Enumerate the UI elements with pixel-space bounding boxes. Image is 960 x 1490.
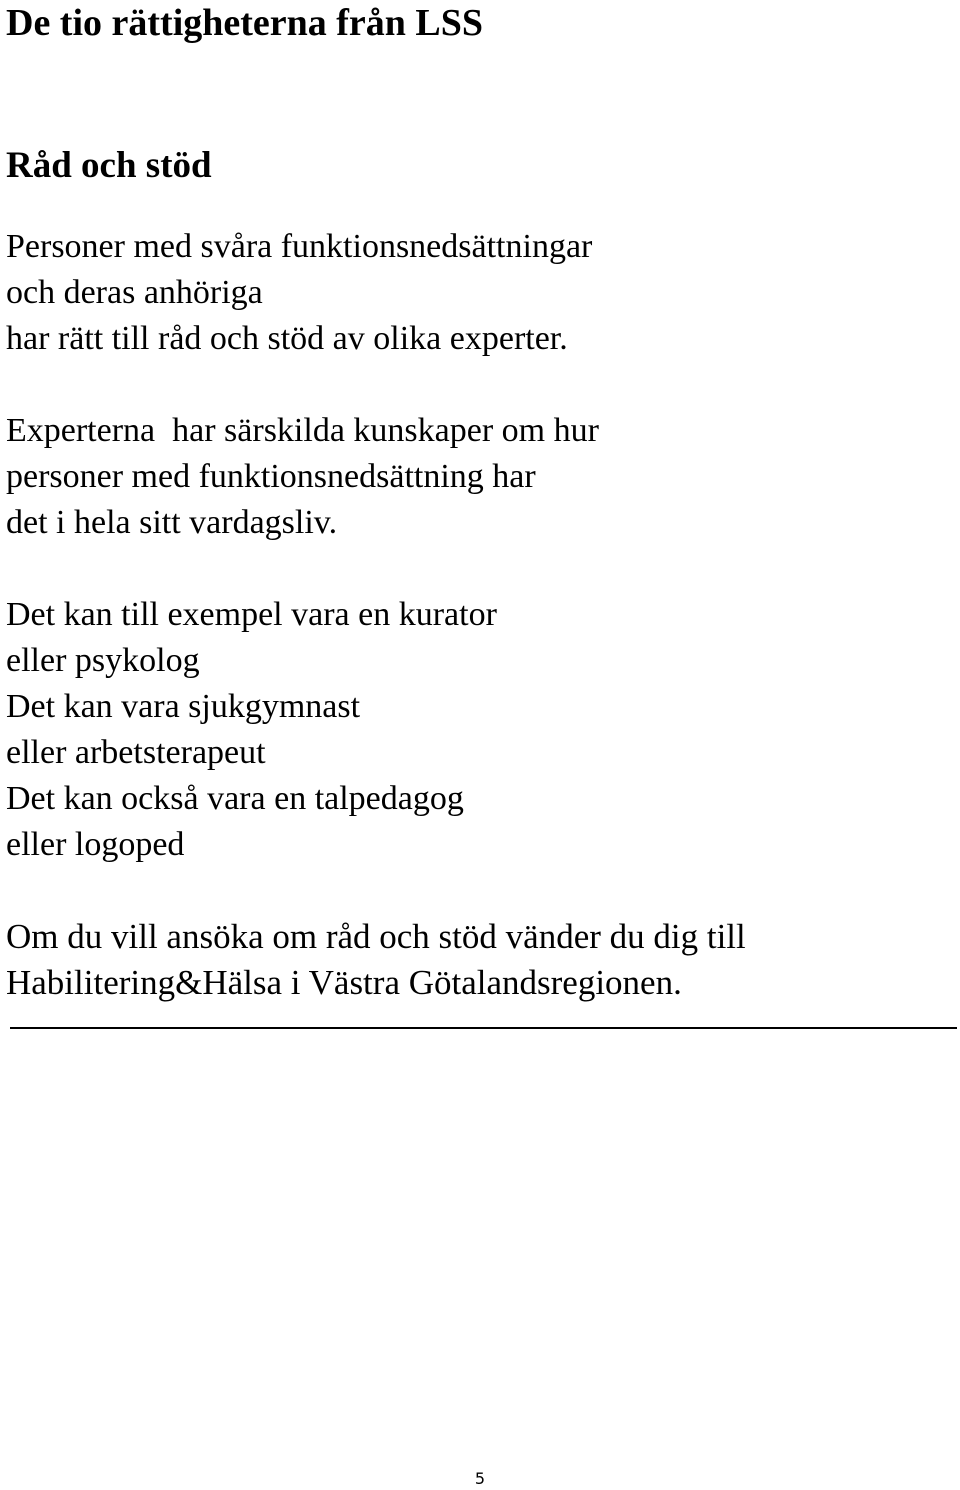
section-heading: Råd och stöd <box>6 145 212 186</box>
paragraph-line: Det kan till exempel vara en kurator <box>6 596 497 633</box>
paragraph-line: eller psykolog <box>6 642 200 679</box>
paragraph-experts <box>6 408 599 546</box>
paragraph-line: Habilitering&Hälsa i Västra Götalandsregionen. <box>6 963 682 1002</box>
document-title: De tio rättigheterna från LSS <box>6 2 484 44</box>
paragraph-intro <box>6 224 592 362</box>
paragraph-line: personer med funktionsnedsättning har <box>6 458 536 495</box>
paragraph-line: det i hela sitt vardagsliv. <box>6 504 338 541</box>
paragraph-line: eller arbetsterapeut <box>6 734 266 771</box>
paragraph-examples <box>6 592 497 868</box>
paragraph-line: Det kan vara sjukgymnast <box>6 688 361 725</box>
page-number: 5 <box>474 1469 486 1488</box>
horizontal-divider <box>10 1027 957 1029</box>
paragraph-line: och deras anhöriga <box>6 274 263 311</box>
paragraph-line: Personer med svåra funktionsnedsättningar <box>6 228 593 265</box>
paragraph-line: Om du vill ansöka om råd och stöd vänder du dig till <box>6 917 746 956</box>
paragraph-line: Experterna har särskilda kunskaper om hur <box>6 412 599 449</box>
paragraph-line: Det kan också vara en talpedagog <box>6 780 464 817</box>
paragraph-contact <box>6 914 746 1006</box>
paragraph-line: eller logoped <box>6 826 185 863</box>
paragraph-line: har rätt till råd och stöd av olika experter. <box>6 320 568 357</box>
